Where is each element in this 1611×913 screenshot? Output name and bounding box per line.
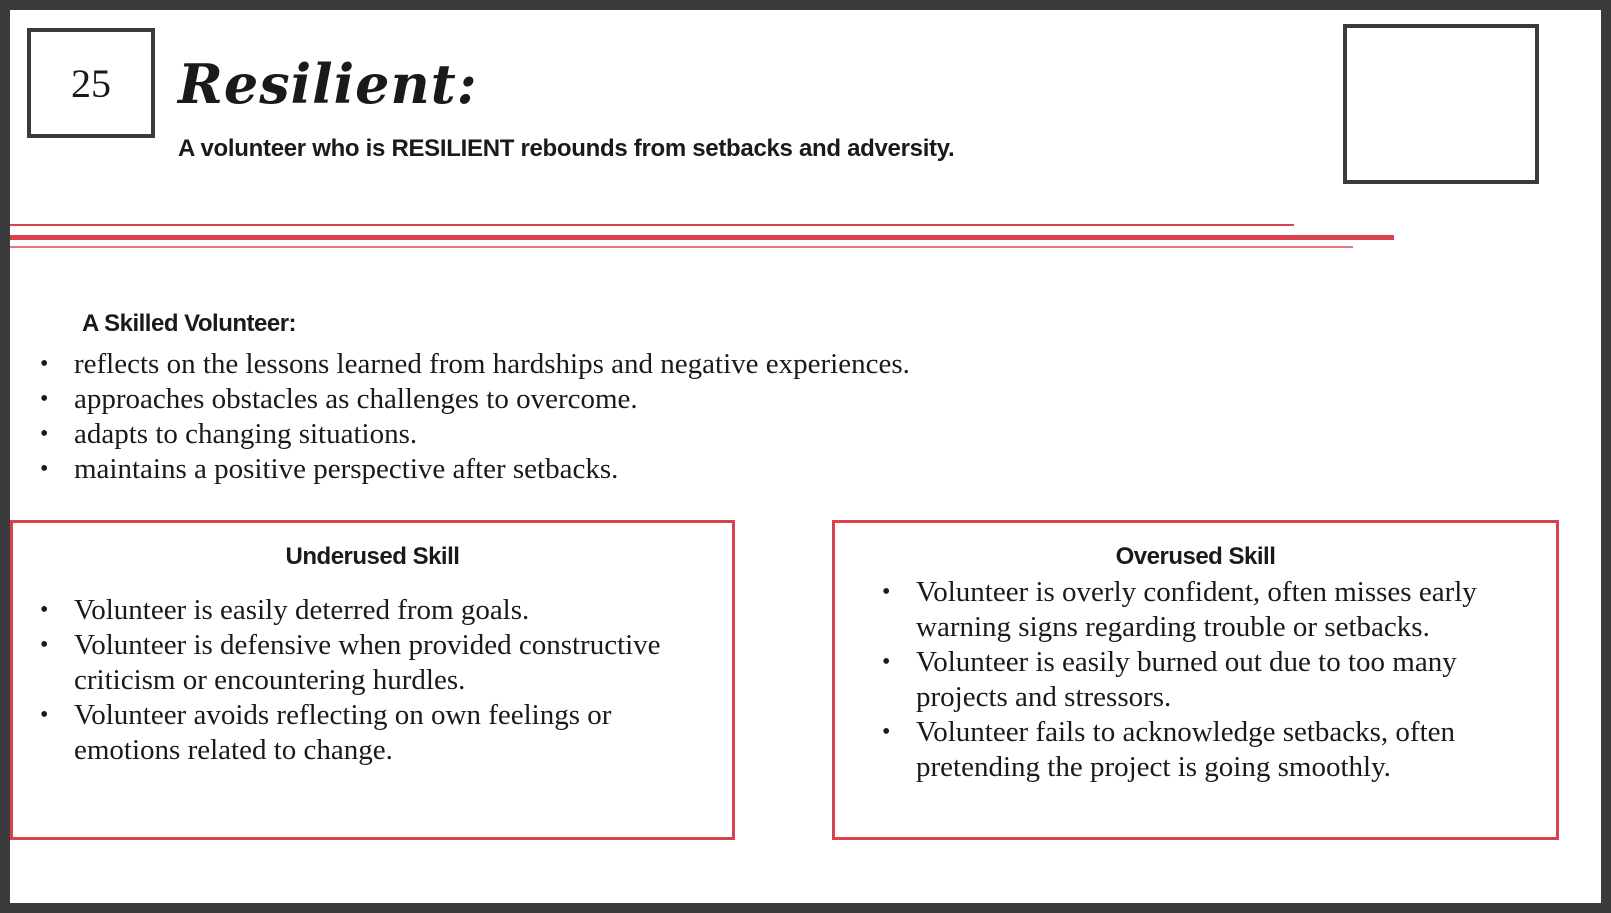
card-number: 25 <box>71 60 111 106</box>
skilled-list <box>40 347 1140 487</box>
list-item: • approaches obstacles as challenges to overcome. <box>40 382 1140 417</box>
divider-line-top <box>10 224 1294 226</box>
overused-heading: Overused Skill <box>1115 543 1276 570</box>
skilled-heading: A Skilled Volunteer: <box>82 310 297 337</box>
card-number-box <box>27 28 155 138</box>
list-item: • adapts to changing situations. <box>40 417 1140 452</box>
list-item: • Volunteer is easily deterred from goals. <box>40 593 700 628</box>
card-title: Resilient: <box>178 52 478 116</box>
list-item: • Volunteer is defensive when provided constructive criticism or encountering hurdles. <box>40 628 700 698</box>
underused-heading: Underused Skill <box>285 543 460 570</box>
divider-line-middle <box>10 235 1394 240</box>
underused-list <box>40 593 700 768</box>
list-item: • Volunteer is overly confident, often misses early warning signs regarding trouble or setbacks. <box>882 575 1542 645</box>
overused-skill-box <box>832 520 1559 840</box>
underused-skill-box <box>10 520 735 840</box>
card-subtitle: A volunteer who is RESILIENT rebounds from setbacks and adversity. <box>178 135 955 162</box>
list-item: • maintains a positive perspective after setbacks. <box>40 452 1140 487</box>
list-item: • Volunteer fails to acknowledge setbacks, often pretending the project is going smoothly. <box>882 715 1542 785</box>
list-item: • Volunteer avoids reflecting on own feelings or emotions related to change. <box>40 698 700 768</box>
list-item: • reflects on the lessons learned from hardships and negative experiences. <box>40 347 1140 382</box>
card-page <box>10 10 1601 903</box>
overused-list <box>882 575 1542 785</box>
divider-line-bottom <box>10 246 1353 248</box>
list-item: • Volunteer is easily burned out due to too many projects and stressors. <box>882 645 1542 715</box>
corner-box <box>1343 24 1539 184</box>
